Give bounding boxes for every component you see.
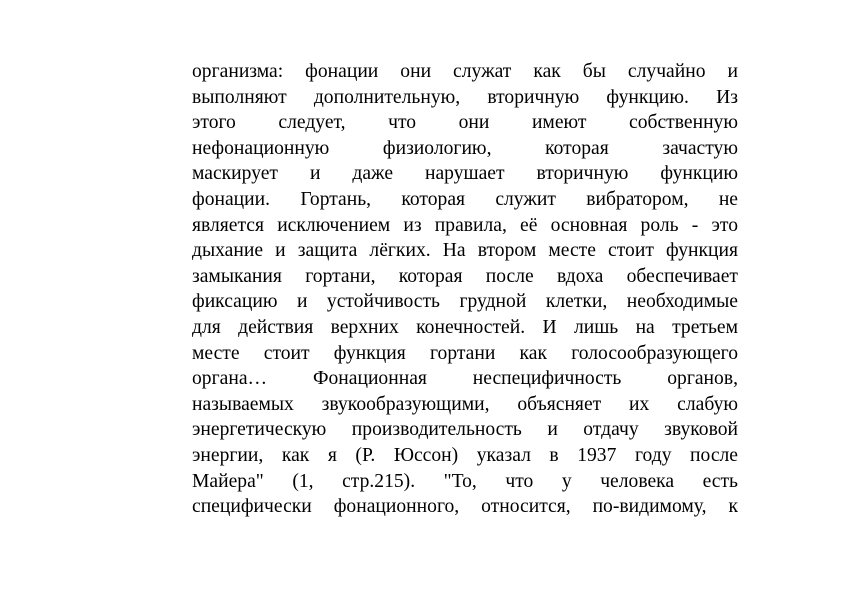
- text-line: организма: фонации они служат как бы случайно и: [192, 61, 738, 82]
- text-line: замыкания гортани, которая после вдоха обеспечивает: [192, 265, 738, 287]
- text-line: органа… Фонационная неспецифичность органов,: [192, 368, 738, 390]
- text-line: дыхание и защита лёгких. На втором месте стоит функция: [192, 240, 738, 262]
- text-line: является исключением из правила, её основная роль - это: [192, 214, 738, 236]
- text-line: энергетическую производительность и отдачу звуковой: [192, 419, 738, 441]
- text-line: фиксацию и устойчивость грудной клетки, необходимые: [192, 291, 738, 313]
- body-text: [192, 59, 738, 520]
- text-line: нефонационную физиологию, которая зачастую: [192, 137, 738, 159]
- text-line: маскирует и даже нарушает вторичную функцию: [192, 163, 738, 185]
- text-line: Майера" (1, стр.215). "То, что у человека есть: [192, 470, 738, 492]
- text-line: этого следует, что они имеют собственную: [192, 112, 738, 134]
- text-line: фонации. Гортань, которая служит вибратором, не: [192, 188, 738, 210]
- text-line: энергии, как я (Р. Юссон) указал в 1937 году после: [192, 444, 738, 466]
- text-line: для действия верхних конечностей. И лишь на третьем: [192, 316, 738, 338]
- text-line: называемых звукообразующими, объясняет их слабую: [192, 393, 738, 415]
- text-line: месте стоит функция гортани как голосообразующего: [192, 342, 738, 364]
- text-line: специфически фонационного, относится, по-видимому, к: [192, 496, 738, 518]
- text-line: выполняют дополнительную, вторичную функцию. Из: [192, 86, 738, 108]
